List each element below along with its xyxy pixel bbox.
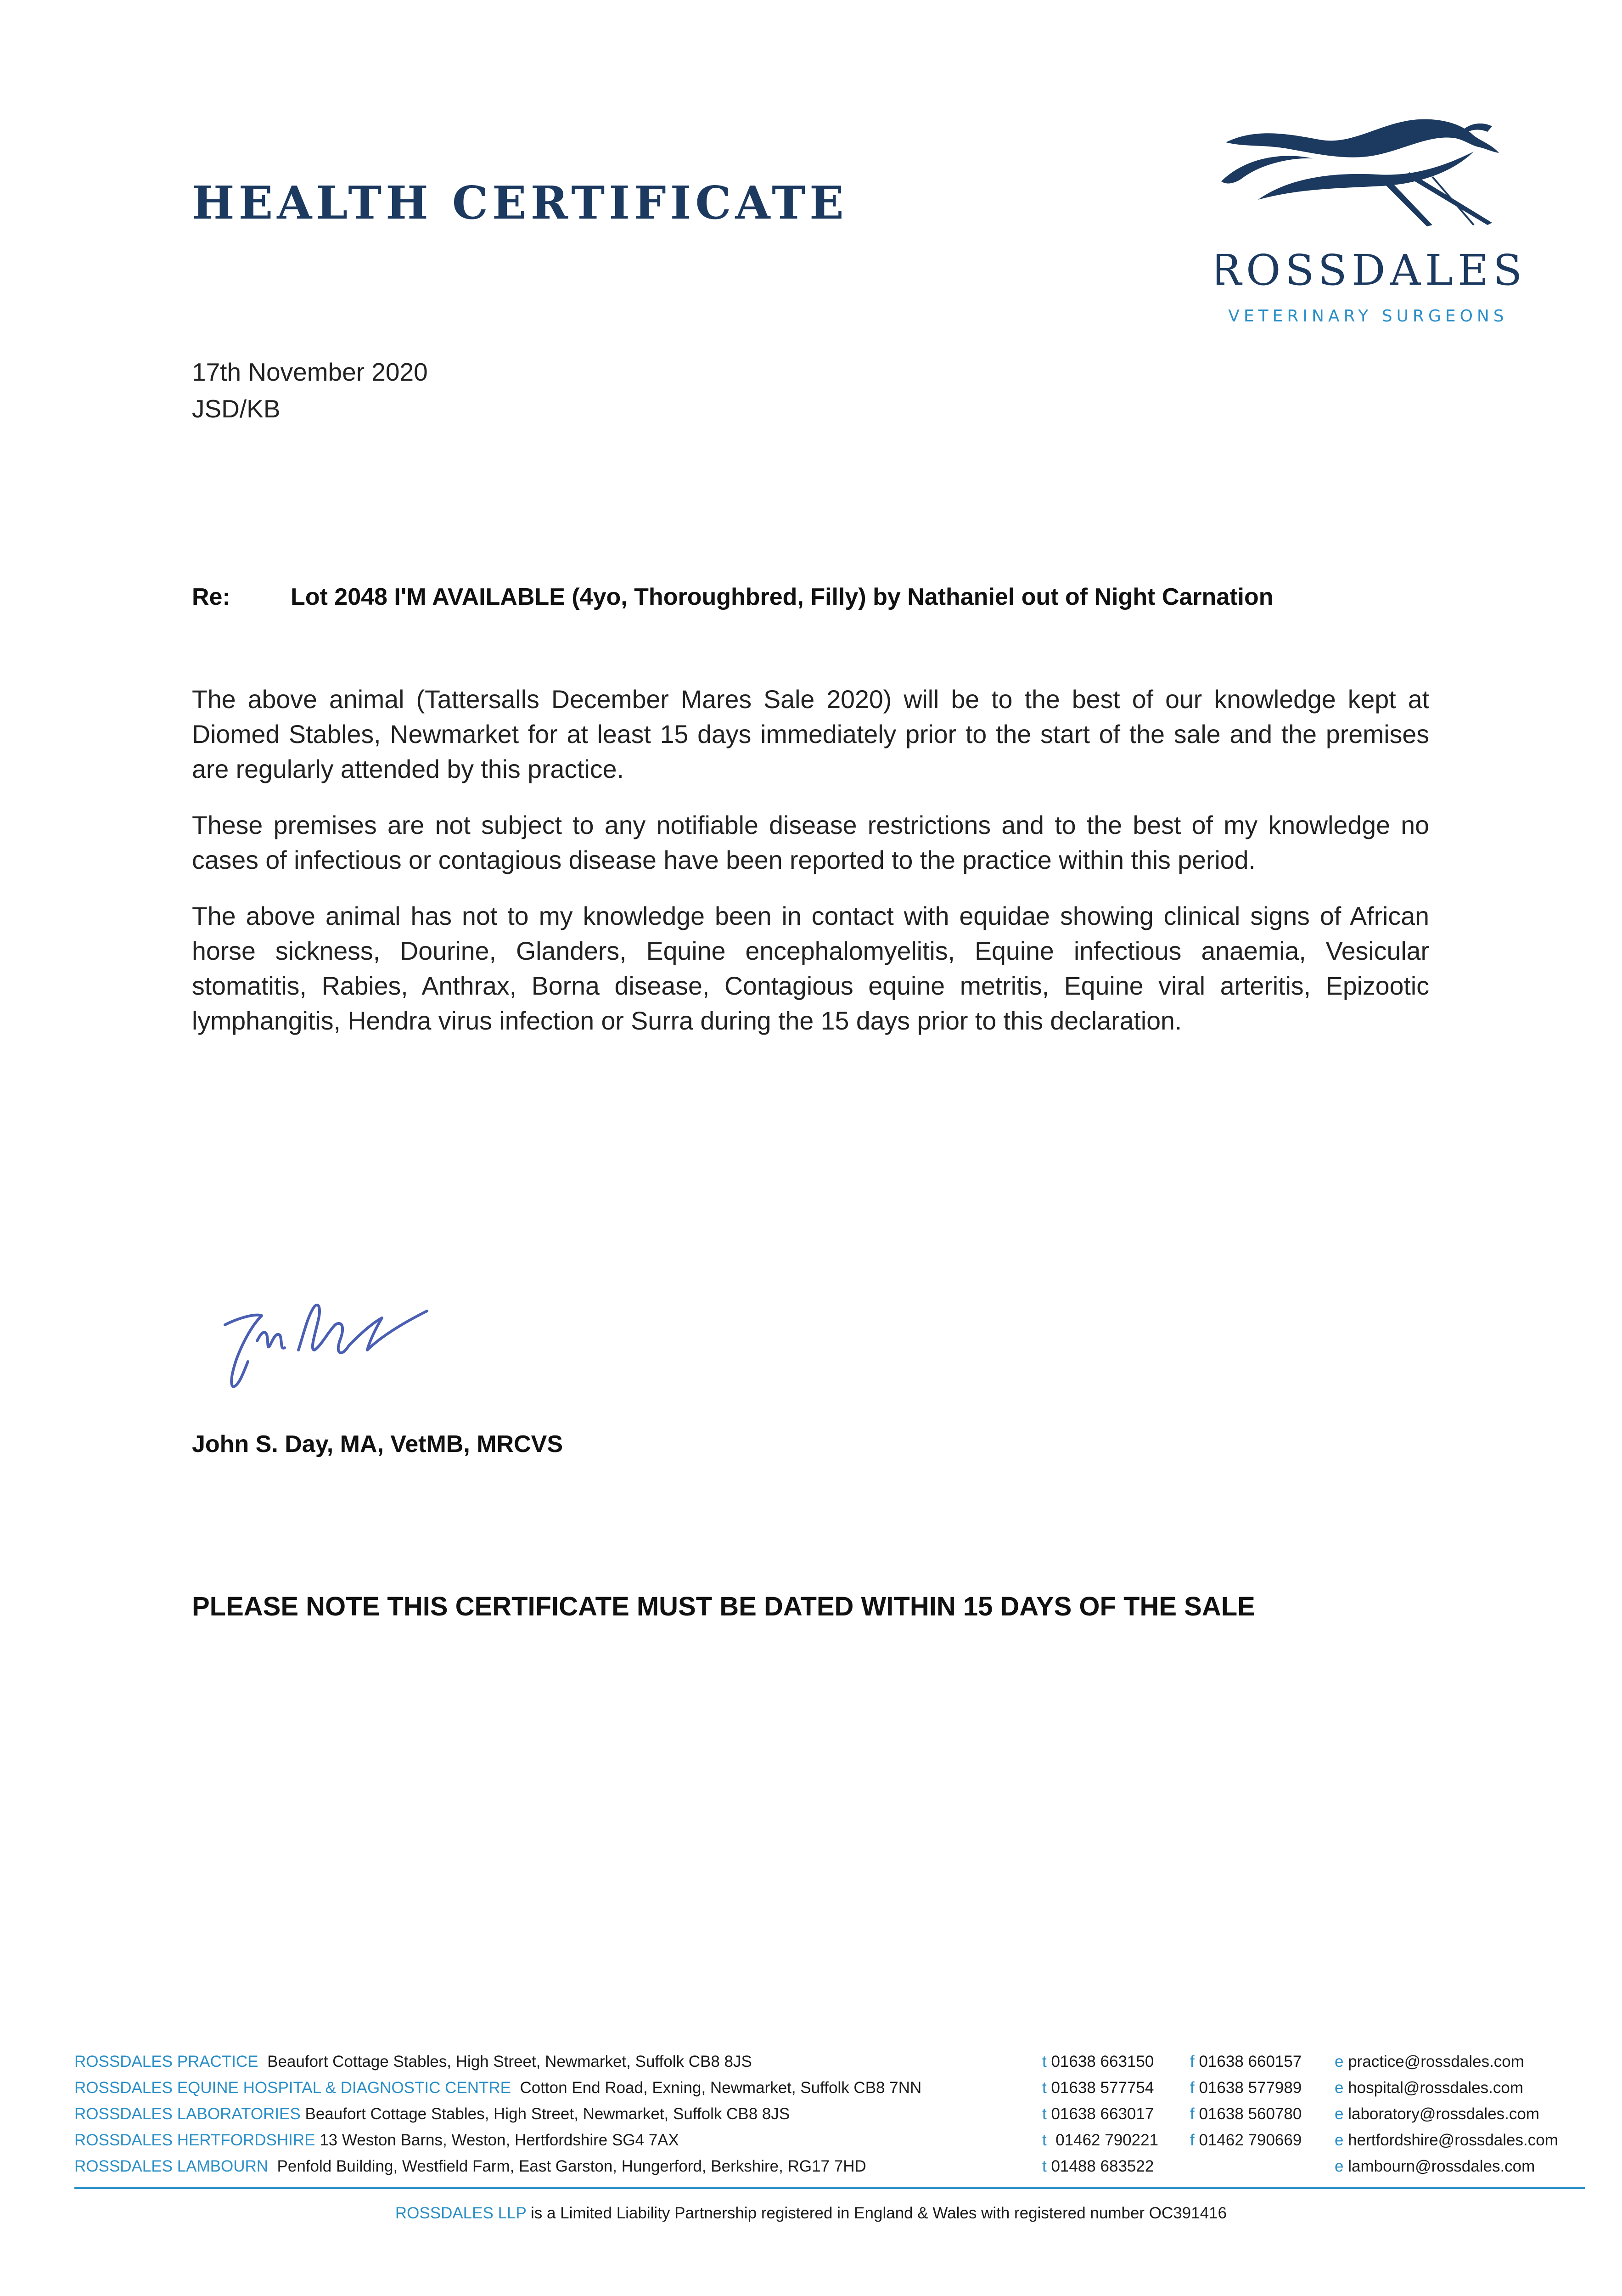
certificate-body [192,682,1429,1059]
sale-notice: PLEASE NOTE THIS CERTIFICATE MUST BE DATED WITHIN 15 DAYS OF THE SALE [192,1592,1255,1621]
footer-row [74,2105,1585,2131]
subject-line [192,583,1274,611]
location-name: ROSSDALES LAMBOURN [74,2157,269,2175]
footer-contacts [74,2053,1585,2183]
email-address: laboratory@rossdales.com [1348,2105,1540,2123]
email-label: e [1335,2105,1344,2123]
tel-label: t [1042,2079,1047,2097]
footer-row [74,2079,1585,2105]
document-meta [192,354,428,427]
fax-number: 01638 560780 [1199,2105,1302,2123]
document-title: HEALTH CERTIFICATE [192,177,848,230]
subject-text: Lot 2048 I'M AVAILABLE (4yo, Thoroughbred, Filly) by Nathaniel out of Night Carnation [291,584,1274,610]
email-label: e [1335,2053,1344,2071]
email-address: practice@rossdales.com [1348,2053,1524,2071]
location-address: Cotton End Road, Exning, Newmarket, Suffolk CB8 7NN [520,2079,922,2097]
telephone-number: 01488 683522 [1051,2157,1154,2175]
footer-location [74,2131,679,2150]
logo-wordmark: ROSSDALES [1217,246,1520,295]
fax-label: f [1190,2053,1195,2071]
llp-text: is a Limited Liability Partnership registered in England & Wales with registered number OC391416 [530,2204,1227,2222]
location-address: Beaufort Cottage Stables, High Street, Newmarket, Suffolk CB8 8JS [267,2053,752,2071]
body-paragraph: These premises are not subject to any notifiable disease restrictions and to the best of my knowledge no cases of infectious or contagious disease have been reported to the practice within this period. [192,811,1429,874]
email-address: lambourn@rossdales.com [1348,2157,1535,2175]
rossdales-logo [1217,108,1520,335]
telephone-number: 01462 790221 [1055,2131,1159,2149]
fax-number: 01638 660157 [1199,2053,1302,2071]
footer-divider [74,2187,1585,2189]
fax-label: f [1190,2131,1195,2149]
location-name: ROSSDALES PRACTICE [74,2053,258,2071]
telephone-number: 01638 577754 [1051,2079,1154,2097]
email-label: e [1335,2157,1344,2175]
footer-location [74,2053,752,2071]
location-name: ROSSDALES LABORATORIES [74,2105,301,2123]
footer-row [74,2157,1585,2183]
location-name: ROSSDALES HERTFORDSHIRE [74,2131,315,2149]
body-paragraph: The above animal has not to my knowledge been in contact with equidae showing clinical signs of African horse sickness, Dourine, Glanders, Equine encephalomyelitis, Equine infectious anaemia, Vesicular stomatitis, Rabies, Anthrax, Borna disease, Contagious equine metritis, Equine viral arteritis, Epizootic lymphangitis, Hendra virus infection or Surra during the 15 days prior to this declaration. [192,902,1429,1035]
signatory-name: John S. Day, MA, VetMB, MRCVS [192,1431,563,1458]
email-label: e [1335,2079,1344,2097]
fax-label: f [1190,2105,1195,2123]
fax-number: 01462 790669 [1199,2131,1302,2149]
footer-location [74,2105,790,2123]
subject-label: Re: [192,584,230,610]
footer-location [74,2157,866,2176]
handwritten-signature [211,1281,468,1401]
telephone-number: 01638 663150 [1051,2053,1154,2071]
galloping-horse-logo-icon [1217,108,1520,335]
location-address: 13 Weston Barns, Weston, Hertfordshire SG4 7AX [320,2131,679,2149]
location-address: Penfold Building, Westfield Farm, East Garston, Hungerford, Berkshire, RG17 7HD [277,2157,866,2175]
email-label: e [1335,2131,1344,2149]
document-date: 17th November 2020 [192,358,428,386]
logo-tagline: VETERINARY SURGEONS [1228,307,1508,326]
email-address: hospital@rossdales.com [1348,2079,1524,2097]
location-address: Beaufort Cottage Stables, High Street, Newmarket, Suffolk CB8 8JS [305,2105,790,2123]
llp-registration [0,2204,1622,2223]
body-paragraph: The above animal (Tattersalls December Mares Sale 2020) will be to the best of our knowledge kept at Diomed Stables, Newmarket for at least 15 days immediately prior to the start of the sale and the premises are regularly attended by this practice. [192,685,1429,783]
footer-row [74,2131,1585,2157]
tel-label: t [1042,2157,1047,2175]
document-reference: JSD/KB [192,394,281,423]
fax-label: f [1190,2079,1195,2097]
telephone-number: 01638 663017 [1051,2105,1154,2123]
tel-label: t [1042,2105,1047,2123]
email-address: hertfordshire@rossdales.com [1348,2131,1558,2149]
fax-number: 01638 577989 [1199,2079,1302,2097]
footer-location [74,2079,921,2097]
llp-name: ROSSDALES LLP [395,2204,527,2222]
tel-label: t [1042,2053,1047,2071]
tel-label: t [1042,2131,1047,2149]
location-name: ROSSDALES EQUINE HOSPITAL & DIAGNOSTIC CENTRE [74,2079,511,2097]
footer-row [74,2053,1585,2079]
